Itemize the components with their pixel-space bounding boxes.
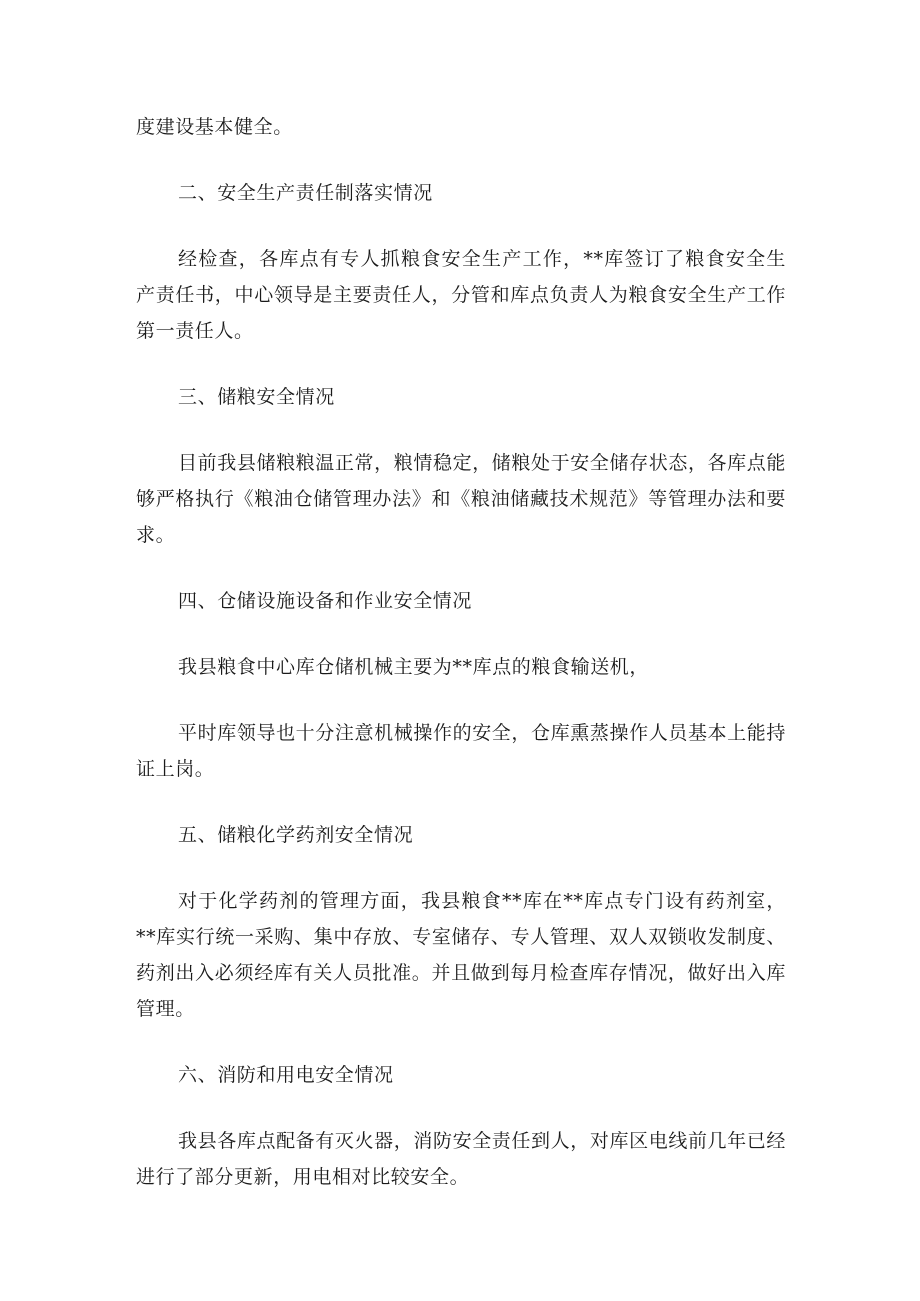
document-body — [136, 109, 786, 1195]
section-heading-5: 五、储粮化学药剂安全情况 — [178, 824, 414, 846]
paragraph-continuation: 度建设基本健全。 — [136, 116, 293, 138]
section-heading-3: 三、储粮安全情况 — [178, 386, 335, 408]
paragraph-grain-storage: 目前我县储粮粮温正常，粮情稳定，储粮处于安全储存状态，各库点能够严格执行《粮油仓储管理办法》和《粮油储藏技术规范》等管理办法和要求。 — [136, 452, 786, 546]
paragraph-chemical-management: 对于化学药剂的管理方面，我县粮食**库在**库点专门设有药剂室，**库实行统一采购、集中存放、专室储存、专人管理、双人双锁收发制度、药剂出入必须经库有关人员批准。并且做到每月检查库存情况，做好出入库管理。 — [136, 890, 786, 1020]
paragraph-storage-machinery: 我县粮食中心库仓储机械主要为**库点的粮食输送机， — [178, 656, 650, 678]
paragraph-operation-safety: 平时库领导也十分注意机械操作的安全，仓库熏蒸操作人员基本上能持证上岗。 — [136, 722, 786, 780]
section-heading-4: 四、仓储设施设备和作业安全情况 — [178, 590, 473, 612]
paragraph-fire-electric-safety: 我县各库点配备有灭火器，消防安全责任到人，对库区电线前几年已经进行了部分更新，用电相对比较安全。 — [136, 1130, 786, 1188]
paragraph-safety-responsibility: 经检查，各库点有专人抓粮食安全生产工作，**库签订了粮食安全生产责任书，中心领导是主要责任人，分管和库点负责人为粮食安全生产工作第一责任人。 — [136, 248, 786, 342]
section-heading-2: 二、安全生产责任制落实情况 — [178, 182, 433, 204]
section-heading-6: 六、消防和用电安全情况 — [178, 1064, 394, 1086]
